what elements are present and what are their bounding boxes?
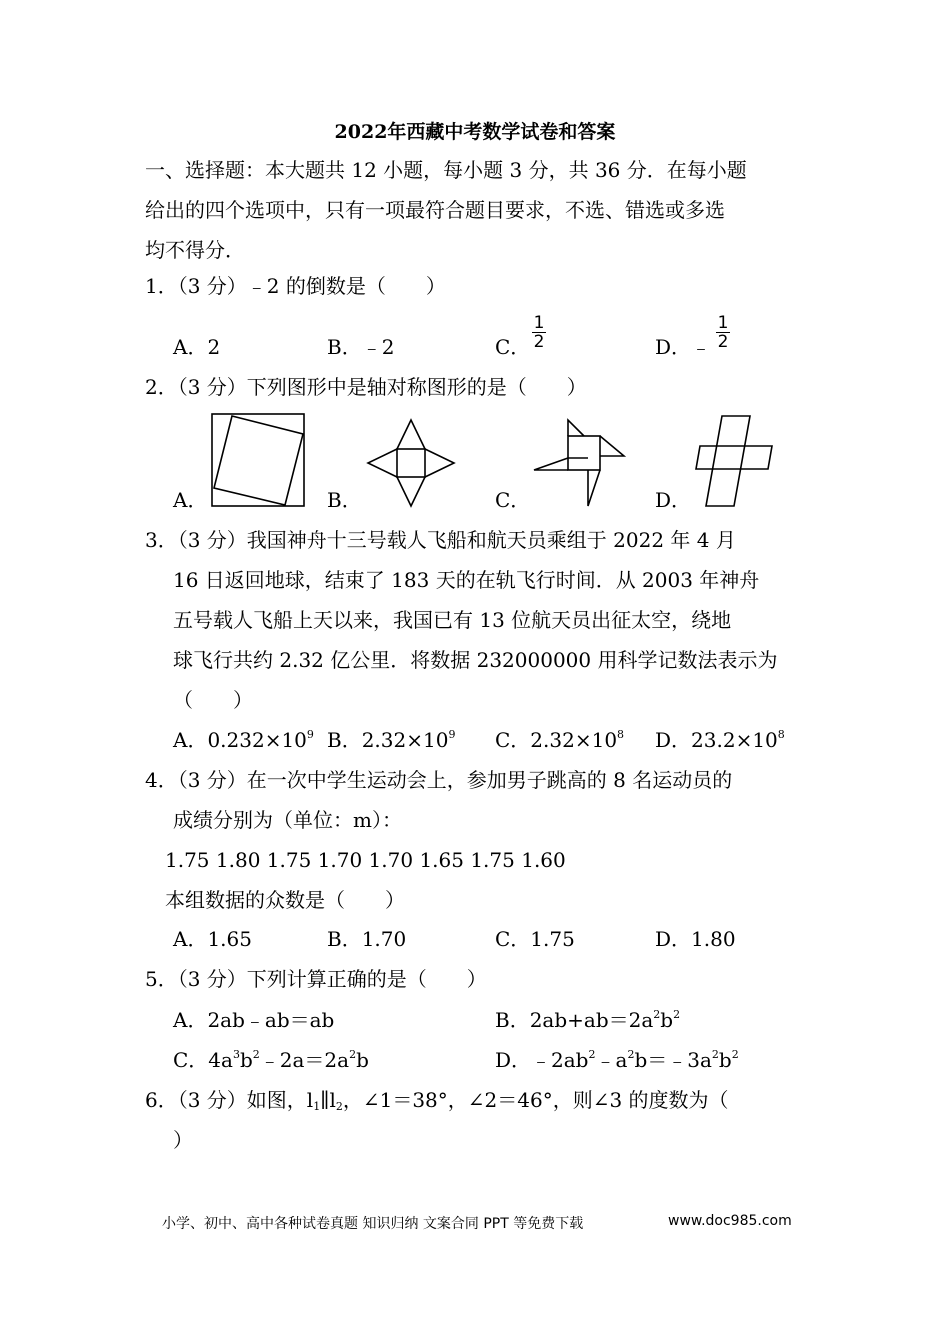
page-title: 2022年西藏中考数学试卷和答案 bbox=[334, 121, 616, 143]
expr-part: b bbox=[239, 1048, 253, 1072]
footer-link[interactable]: www.doc985.com bbox=[668, 1213, 792, 1229]
q2-option-b: B． bbox=[327, 488, 362, 512]
q1-stem: 1．（3 分）﹣2 的倒数是（ ） bbox=[145, 274, 446, 298]
exponent: 2 bbox=[731, 1048, 739, 1061]
q3-stem-line1: 3．（3 分）我国神舟十三号载人飞船和航天员乘组于 2022 年 4 月 bbox=[145, 528, 736, 552]
q1-option-c-fraction bbox=[531, 314, 547, 351]
q6-stem-line2: ） bbox=[173, 1128, 193, 1152]
q2-stem: 2．（3 分）下列图形中是轴对称图形的是（ ） bbox=[145, 375, 587, 399]
q3-stem-line4: 球飞行共约 2.32 亿公里．将数据 232000000 用科学记数法表示为 bbox=[173, 648, 778, 672]
q1-option-b: B．﹣2 bbox=[327, 335, 395, 359]
exponent: 2 bbox=[588, 1048, 596, 1061]
q4-option-a: A．1.65 bbox=[173, 927, 252, 951]
exponent: 2 bbox=[349, 1048, 357, 1061]
q3-option-a bbox=[173, 726, 314, 754]
section-instructions-line2: 给出的四个选项中，只有一项最符合题目要求，不选、错选或多选 bbox=[145, 198, 725, 222]
q4-option-c: C．1.75 bbox=[495, 927, 575, 951]
q2-figure-a bbox=[210, 412, 306, 508]
q1-option-c-label: C． bbox=[495, 335, 531, 359]
q4-stem-line3: 本组数据的众数是（ ） bbox=[165, 888, 405, 912]
q3-option-d bbox=[655, 726, 785, 754]
fraction-numerator: 1 bbox=[533, 313, 545, 333]
exponent: 2 bbox=[711, 1048, 719, 1061]
q5-option-b bbox=[495, 1006, 680, 1034]
expr-part: C．4a bbox=[173, 1048, 233, 1072]
q1-option-d-fraction bbox=[715, 314, 731, 351]
expr-part: b bbox=[356, 1048, 369, 1072]
expr-part: D．﹣2ab bbox=[495, 1048, 589, 1072]
expr-part: B．2ab+ab＝2a bbox=[495, 1008, 654, 1032]
exponent: 2 bbox=[252, 1048, 260, 1061]
q3-option-c bbox=[495, 726, 624, 754]
q1-option-a: A．2 bbox=[173, 335, 221, 359]
fraction-denominator: 2 bbox=[717, 332, 729, 352]
q2-figure-c bbox=[532, 418, 626, 510]
exponent: 9 bbox=[448, 728, 456, 741]
exponent: 8 bbox=[777, 728, 785, 741]
exponent: 2 bbox=[653, 1008, 661, 1021]
q4-option-d: D．1.80 bbox=[655, 927, 736, 951]
q3-option-b-text: B．2.32×10 bbox=[327, 728, 449, 752]
exponent: 8 bbox=[617, 728, 625, 741]
q4-option-b: B．1.70 bbox=[327, 927, 407, 951]
expr-part: b bbox=[718, 1048, 732, 1072]
expr-part: ﹣2a＝2a bbox=[259, 1048, 350, 1072]
q5-option-d bbox=[495, 1046, 739, 1074]
q4-stem-line2: 成绩分别为（单位：m）： bbox=[173, 808, 402, 832]
q4-data-values: 1.75 1.80 1.75 1.70 1.70 1.65 1.75 1.60 bbox=[165, 848, 566, 872]
q6-stem-line1 bbox=[145, 1086, 729, 1114]
q3-stem-line3: 五号载人飞船上天以来，我国已有 13 位航天员出征太空，绕地 bbox=[173, 608, 732, 632]
expr-part: ﹣a bbox=[595, 1048, 628, 1072]
q5-option-a: A．2ab﹣ab＝ab bbox=[173, 1008, 335, 1032]
q2-option-c: C． bbox=[495, 488, 531, 512]
q5-option-c bbox=[173, 1046, 369, 1074]
section-instructions-line1: 一、选择题：本大题共 12 小题，每小题 3 分，共 36 分．在每小题 bbox=[145, 158, 747, 182]
q3-stem-line2: 16 日返回地球，结束了 183 天的在轨飞行时间．从 2003 年神舟 bbox=[173, 568, 760, 592]
q2-figure-d bbox=[692, 414, 776, 508]
exponent: 2 bbox=[627, 1048, 635, 1061]
q6-text: ∥l bbox=[320, 1088, 336, 1112]
q3-stem-line5: （ ） bbox=[173, 688, 253, 712]
q2-option-a: A． bbox=[173, 488, 208, 512]
q3-option-c-text: C．2.32×10 bbox=[495, 728, 618, 752]
q2-figure-b bbox=[364, 416, 458, 510]
exponent: 3 bbox=[232, 1048, 240, 1061]
expr-part: b bbox=[660, 1008, 674, 1032]
fraction-numerator: 1 bbox=[717, 313, 729, 333]
q3-option-b bbox=[327, 726, 455, 754]
q3-option-d-text: D．23.2×10 bbox=[655, 728, 778, 752]
q6-text: 6．（3 分）如图，l bbox=[145, 1088, 314, 1112]
exponent: 9 bbox=[306, 728, 314, 741]
section-instructions-line3: 均不得分． bbox=[145, 238, 245, 262]
subscript: 1 bbox=[313, 1100, 321, 1113]
q3-option-a-text: A．0.232×10 bbox=[173, 728, 307, 752]
expr-part: b＝﹣3a bbox=[634, 1048, 712, 1072]
q4-stem-line1: 4．（3 分）在一次中学生运动会上，参加男子跳高的 8 名运动员的 bbox=[145, 768, 733, 792]
q6-text: ，∠1＝38°，∠2＝46°，则∠3 的度数为（ bbox=[342, 1088, 729, 1112]
q2-option-d: D． bbox=[655, 488, 692, 512]
subscript: 2 bbox=[335, 1100, 343, 1113]
q5-stem: 5．（3 分）下列计算正确的是（ ） bbox=[145, 967, 487, 991]
exponent: 2 bbox=[673, 1008, 681, 1021]
q1-option-d-label: D．﹣ bbox=[655, 335, 712, 359]
fraction-denominator: 2 bbox=[533, 332, 545, 352]
footer-text: 小学、初中、高中各种试卷真题 知识归纳 文案合同 PPT 等免费下载 bbox=[162, 1216, 584, 1232]
